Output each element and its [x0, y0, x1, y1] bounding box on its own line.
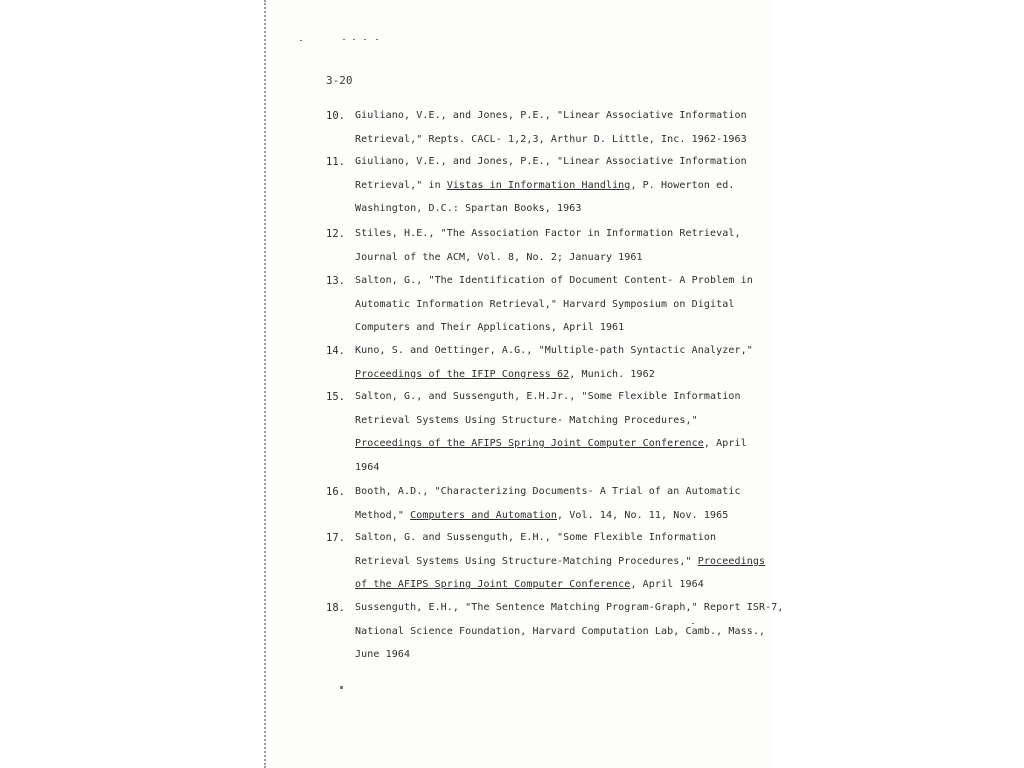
reference-number: 18. [326, 602, 345, 614]
reference-text: , April 1964 [630, 579, 704, 590]
reference-text: Giuliano, V.E., and Jones, P.E., "Linear Associative Information [355, 110, 747, 121]
reference-line [355, 510, 728, 521]
scan-speck [364, 39, 366, 40]
reference-number: 14. [326, 345, 345, 357]
reference-line [355, 180, 735, 191]
underlined-title: Proceedings of the IFIP Congress 62 [355, 368, 570, 380]
reference-number: 12. [326, 228, 345, 240]
reference-line [355, 275, 753, 286]
reference-text: Giuliano, V.E., and Jones, P.E., "Linear Associative Information [355, 156, 747, 167]
reference-text: Washington, D.C.: Spartan Books, 1963 [355, 203, 582, 214]
reference-number: 17. [326, 532, 345, 544]
reference-text: , Munich. 1962 [569, 368, 655, 380]
reference-number: 16. [326, 486, 345, 498]
reference-number: 15. [326, 391, 345, 403]
scan-speck [340, 686, 343, 689]
reference-number: 10. [326, 110, 345, 122]
reference-text: Retrieval," in [355, 179, 447, 191]
reference-text: June 1964 [355, 649, 411, 660]
reference-line [355, 462, 379, 473]
scan-speck [376, 39, 378, 40]
reference-number: 11. [326, 156, 345, 168]
reference-text: National Science Foundation, Harvard Computation Lab, Camb., Mass., [355, 625, 766, 637]
reference-line [355, 391, 741, 402]
reference-text: Booth, A.D., "Characterizing Documents- A Trial of an Automatic [355, 486, 741, 497]
reference-text: Salton, G., and Sussenguth, E.H.Jr., "Some Flexible Information [355, 391, 741, 402]
reference-text: Retrieval," Repts. CACL- 1,2,3, Arthur D. Little, Inc. 1962-1963 [355, 133, 747, 145]
reference-line [355, 156, 747, 167]
reference-line [355, 649, 410, 660]
underlined-title: of the AFIPS Spring Joint Computer Conference [355, 579, 631, 590]
reference-line [355, 345, 753, 356]
underlined-title: Proceedings [697, 555, 766, 567]
reference-text: , Vol. 14, No. 11, Nov. 1965 [557, 509, 729, 521]
reference-line [355, 556, 765, 567]
reference-line [355, 602, 783, 613]
underlined-title: Computers and Automation [410, 509, 557, 521]
reference-line [355, 228, 741, 239]
reference-text: 1964 [355, 461, 380, 473]
scan-speck [692, 623, 694, 624]
reference-line [355, 203, 581, 214]
reference-line [355, 299, 734, 310]
reference-line [355, 579, 704, 590]
scan-speck [353, 39, 355, 40]
reference-line [355, 626, 765, 637]
reference-line [355, 532, 716, 543]
reference-text: Kuno, S. and Oettinger, A.G., "Multiple-path Syntactic Analyzer," [355, 345, 753, 356]
reference-line [355, 369, 655, 380]
reference-text: Stiles, H.E., "The Association Factor in Information Retrieval, [355, 228, 741, 239]
scan-speck [343, 39, 345, 40]
reference-text: Automatic Information Retrieval," Harvard Symposium on Digital [355, 298, 735, 310]
reference-line [355, 134, 747, 145]
reference-line [355, 110, 747, 121]
underlined-title: Proceedings of the AFIPS Spring Joint Computer Conference [355, 438, 704, 449]
reference-line [355, 486, 741, 497]
reference-line [355, 252, 643, 263]
reference-number: 13. [326, 275, 345, 287]
reference-line [355, 415, 698, 426]
reference-text: Sussenguth, E.H., "The Sentence Matching Program-Graph," Report ISR-7, [355, 602, 784, 613]
reference-text: , P. Howerton ed. [630, 179, 735, 191]
reference-line [355, 438, 747, 449]
reference-text: Computers and Their Applications, April 1961 [355, 322, 625, 333]
reference-text: , April [703, 438, 747, 449]
reference-text: Journal of the ACM, Vol. 8, No. 2; January 1961 [355, 251, 643, 263]
reference-text: Salton, G. and Sussenguth, E.H., "Some Flexible Information [355, 532, 717, 543]
reference-text: Salton, G., "The Identification of Document Content- A Problem in [355, 275, 753, 286]
underlined-title: Vistas in Information Handling [446, 179, 631, 191]
reference-line [355, 322, 624, 333]
reference-text: Retrieval Systems Using Structure-Matching Procedures," [355, 555, 698, 567]
page-number: 3-20 [326, 74, 353, 87]
reference-text: Retrieval Systems Using Structure- Matching Procedures," [355, 414, 698, 426]
reference-text: Method," [355, 509, 411, 521]
scan-speck [300, 40, 302, 41]
